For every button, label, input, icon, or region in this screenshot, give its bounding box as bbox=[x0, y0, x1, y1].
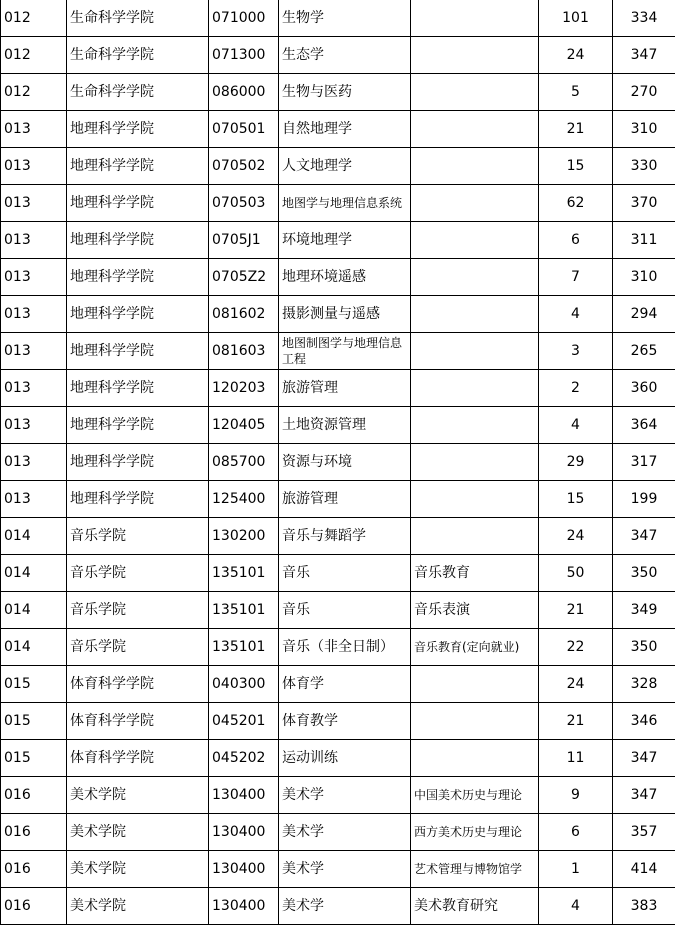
score-cell: 328 bbox=[613, 666, 675, 703]
count-cell: 24 bbox=[539, 518, 613, 555]
dept-code-cell: 015 bbox=[1, 740, 67, 777]
major-code-cell: 120405 bbox=[209, 407, 279, 444]
count-cell: 15 bbox=[539, 148, 613, 185]
score-cell: 270 bbox=[613, 74, 675, 111]
dept-code-cell: 016 bbox=[1, 814, 67, 851]
count-cell: 5 bbox=[539, 74, 613, 111]
score-cell: 347 bbox=[613, 37, 675, 74]
dept-name-cell: 体育科学学院 bbox=[67, 703, 209, 740]
dept-code-cell: 014 bbox=[1, 555, 67, 592]
dept-code-cell: 013 bbox=[1, 370, 67, 407]
direction-cell bbox=[411, 740, 539, 777]
direction-cell bbox=[411, 333, 539, 370]
major-name-cell: 美术学 bbox=[279, 851, 411, 888]
major-name-cell: 地图学与地理信息系统 bbox=[279, 185, 411, 222]
dept-code-cell: 013 bbox=[1, 481, 67, 518]
major-name-cell: 美术学 bbox=[279, 777, 411, 814]
dept-name-cell: 音乐学院 bbox=[67, 518, 209, 555]
dept-name-cell: 地理科学学院 bbox=[67, 481, 209, 518]
major-code-cell: 135101 bbox=[209, 629, 279, 666]
count-cell: 21 bbox=[539, 703, 613, 740]
direction-cell bbox=[411, 111, 539, 148]
major-code-cell: 130400 bbox=[209, 814, 279, 851]
count-cell: 1 bbox=[539, 851, 613, 888]
table-row bbox=[1, 370, 675, 407]
score-cell: 414 bbox=[613, 851, 675, 888]
direction-cell bbox=[411, 74, 539, 111]
score-cell: 311 bbox=[613, 222, 675, 259]
direction-cell bbox=[411, 185, 539, 222]
dept-code-cell: 014 bbox=[1, 592, 67, 629]
count-cell: 7 bbox=[539, 259, 613, 296]
count-cell: 3 bbox=[539, 333, 613, 370]
direction-cell: 艺术管理与博物馆学 bbox=[411, 851, 539, 888]
major-name-cell: 体育教学 bbox=[279, 703, 411, 740]
direction-cell bbox=[411, 444, 539, 481]
dept-code-cell: 016 bbox=[1, 777, 67, 814]
score-cell: 357 bbox=[613, 814, 675, 851]
major-code-cell: 120203 bbox=[209, 370, 279, 407]
table-row bbox=[1, 37, 675, 74]
score-cell: 330 bbox=[613, 148, 675, 185]
major-name-cell: 旅游管理 bbox=[279, 481, 411, 518]
dept-code-cell: 013 bbox=[1, 185, 67, 222]
dept-name-cell: 地理科学学院 bbox=[67, 111, 209, 148]
direction-cell: 中国美术历史与理论 bbox=[411, 777, 539, 814]
table-row bbox=[1, 0, 675, 37]
direction-cell: 音乐教育(定向就业) bbox=[411, 629, 539, 666]
major-code-cell: 130200 bbox=[209, 518, 279, 555]
score-cell: 310 bbox=[613, 259, 675, 296]
dept-name-cell: 地理科学学院 bbox=[67, 148, 209, 185]
table-row bbox=[1, 444, 675, 481]
score-cell: 310 bbox=[613, 111, 675, 148]
dept-code-cell: 013 bbox=[1, 259, 67, 296]
table-row bbox=[1, 407, 675, 444]
table-row bbox=[1, 666, 675, 703]
major-code-cell: 125400 bbox=[209, 481, 279, 518]
score-cell: 349 bbox=[613, 592, 675, 629]
major-code-cell: 0705Z2 bbox=[209, 259, 279, 296]
dept-name-cell: 地理科学学院 bbox=[67, 222, 209, 259]
count-cell: 4 bbox=[539, 888, 613, 925]
count-cell: 24 bbox=[539, 666, 613, 703]
dept-code-cell: 013 bbox=[1, 148, 67, 185]
score-cell: 347 bbox=[613, 777, 675, 814]
table-row bbox=[1, 518, 675, 555]
major-name-cell: 生物学 bbox=[279, 0, 411, 37]
major-name-cell: 美术学 bbox=[279, 888, 411, 925]
major-code-cell: 045202 bbox=[209, 740, 279, 777]
dept-name-cell: 音乐学院 bbox=[67, 555, 209, 592]
dept-name-cell: 地理科学学院 bbox=[67, 259, 209, 296]
count-cell: 11 bbox=[539, 740, 613, 777]
major-name-cell: 体育学 bbox=[279, 666, 411, 703]
dept-code-cell: 014 bbox=[1, 518, 67, 555]
score-cell: 360 bbox=[613, 370, 675, 407]
count-cell: 6 bbox=[539, 222, 613, 259]
count-cell: 21 bbox=[539, 111, 613, 148]
dept-name-cell: 地理科学学院 bbox=[67, 185, 209, 222]
dept-code-cell: 013 bbox=[1, 333, 67, 370]
table-row bbox=[1, 814, 675, 851]
major-code-cell: 130400 bbox=[209, 851, 279, 888]
table-row bbox=[1, 777, 675, 814]
table-row bbox=[1, 333, 675, 370]
score-cell: 265 bbox=[613, 333, 675, 370]
major-code-cell: 071300 bbox=[209, 37, 279, 74]
major-code-cell: 085700 bbox=[209, 444, 279, 481]
major-name-cell: 音乐与舞蹈学 bbox=[279, 518, 411, 555]
score-cell: 383 bbox=[613, 888, 675, 925]
table-row bbox=[1, 185, 675, 222]
major-name-cell: 音乐 bbox=[279, 555, 411, 592]
count-cell: 4 bbox=[539, 407, 613, 444]
count-cell: 21 bbox=[539, 592, 613, 629]
dept-name-cell: 美术学院 bbox=[67, 851, 209, 888]
table-row bbox=[1, 851, 675, 888]
table-row bbox=[1, 481, 675, 518]
count-cell: 4 bbox=[539, 296, 613, 333]
score-cell: 347 bbox=[613, 740, 675, 777]
score-cell: 370 bbox=[613, 185, 675, 222]
major-name-cell: 资源与环境 bbox=[279, 444, 411, 481]
score-cell: 350 bbox=[613, 555, 675, 592]
direction-cell bbox=[411, 148, 539, 185]
table-row bbox=[1, 703, 675, 740]
major-code-cell: 071000 bbox=[209, 0, 279, 37]
major-name-cell: 运动训练 bbox=[279, 740, 411, 777]
dept-name-cell: 地理科学学院 bbox=[67, 296, 209, 333]
major-code-cell: 086000 bbox=[209, 74, 279, 111]
major-name-cell: 自然地理学 bbox=[279, 111, 411, 148]
count-cell: 22 bbox=[539, 629, 613, 666]
dept-name-cell: 美术学院 bbox=[67, 777, 209, 814]
dept-code-cell: 013 bbox=[1, 111, 67, 148]
direction-cell bbox=[411, 481, 539, 518]
direction-cell bbox=[411, 703, 539, 740]
direction-cell bbox=[411, 259, 539, 296]
major-name-cell: 人文地理学 bbox=[279, 148, 411, 185]
dept-name-cell: 地理科学学院 bbox=[67, 333, 209, 370]
count-cell: 15 bbox=[539, 481, 613, 518]
dept-code-cell: 013 bbox=[1, 222, 67, 259]
direction-cell: 西方美术历史与理论 bbox=[411, 814, 539, 851]
major-name-cell: 旅游管理 bbox=[279, 370, 411, 407]
direction-cell bbox=[411, 370, 539, 407]
score-cell: 334 bbox=[613, 0, 675, 37]
major-name-cell: 美术学 bbox=[279, 814, 411, 851]
major-name-cell: 地理环境遥感 bbox=[279, 259, 411, 296]
score-cell: 294 bbox=[613, 296, 675, 333]
dept-name-cell: 生命科学学院 bbox=[67, 74, 209, 111]
count-cell: 62 bbox=[539, 185, 613, 222]
major-code-cell: 070502 bbox=[209, 148, 279, 185]
table-row bbox=[1, 222, 675, 259]
dept-code-cell: 012 bbox=[1, 37, 67, 74]
major-name-cell: 摄影测量与遥感 bbox=[279, 296, 411, 333]
dept-code-cell: 015 bbox=[1, 666, 67, 703]
score-cell: 350 bbox=[613, 629, 675, 666]
major-code-cell: 045201 bbox=[209, 703, 279, 740]
major-code-cell: 070501 bbox=[209, 111, 279, 148]
dept-code-cell: 016 bbox=[1, 888, 67, 925]
table-row bbox=[1, 259, 675, 296]
table-body bbox=[1, 0, 675, 925]
table-row bbox=[1, 74, 675, 111]
direction-cell bbox=[411, 0, 539, 37]
dept-code-cell: 013 bbox=[1, 444, 67, 481]
major-name-cell: 生态学 bbox=[279, 37, 411, 74]
table-row bbox=[1, 296, 675, 333]
major-name-cell: 土地资源管理 bbox=[279, 407, 411, 444]
major-code-cell: 040300 bbox=[209, 666, 279, 703]
dept-name-cell: 地理科学学院 bbox=[67, 444, 209, 481]
direction-cell: 音乐教育 bbox=[411, 555, 539, 592]
count-cell: 24 bbox=[539, 37, 613, 74]
table-row bbox=[1, 888, 675, 925]
dept-code-cell: 012 bbox=[1, 0, 67, 37]
dept-code-cell: 012 bbox=[1, 74, 67, 111]
dept-name-cell: 体育科学学院 bbox=[67, 740, 209, 777]
dept-code-cell: 015 bbox=[1, 703, 67, 740]
direction-cell: 音乐表演 bbox=[411, 592, 539, 629]
table-row bbox=[1, 148, 675, 185]
major-code-cell: 135101 bbox=[209, 555, 279, 592]
count-cell: 2 bbox=[539, 370, 613, 407]
major-code-cell: 081602 bbox=[209, 296, 279, 333]
score-cell: 346 bbox=[613, 703, 675, 740]
dept-name-cell: 美术学院 bbox=[67, 888, 209, 925]
direction-cell bbox=[411, 296, 539, 333]
dept-name-cell: 地理科学学院 bbox=[67, 407, 209, 444]
major-code-cell: 081603 bbox=[209, 333, 279, 370]
dept-name-cell: 音乐学院 bbox=[67, 629, 209, 666]
score-cell: 347 bbox=[613, 518, 675, 555]
count-cell: 50 bbox=[539, 555, 613, 592]
direction-cell bbox=[411, 518, 539, 555]
major-code-cell: 130400 bbox=[209, 888, 279, 925]
major-name-cell: 生物与医药 bbox=[279, 74, 411, 111]
direction-cell bbox=[411, 222, 539, 259]
direction-cell bbox=[411, 407, 539, 444]
dept-code-cell: 016 bbox=[1, 851, 67, 888]
count-cell: 29 bbox=[539, 444, 613, 481]
major-code-cell: 130400 bbox=[209, 777, 279, 814]
dept-name-cell: 生命科学学院 bbox=[67, 37, 209, 74]
score-cell: 199 bbox=[613, 481, 675, 518]
table-row bbox=[1, 111, 675, 148]
dept-name-cell: 体育科学学院 bbox=[67, 666, 209, 703]
score-cell: 364 bbox=[613, 407, 675, 444]
dept-name-cell: 地理科学学院 bbox=[67, 370, 209, 407]
count-cell: 101 bbox=[539, 0, 613, 37]
major-name-cell: 音乐（非全日制） bbox=[279, 629, 411, 666]
major-code-cell: 0705J1 bbox=[209, 222, 279, 259]
dept-name-cell: 生命科学学院 bbox=[67, 0, 209, 37]
dept-code-cell: 013 bbox=[1, 407, 67, 444]
dept-code-cell: 014 bbox=[1, 629, 67, 666]
major-name-cell: 环境地理学 bbox=[279, 222, 411, 259]
dept-name-cell: 美术学院 bbox=[67, 814, 209, 851]
dept-code-cell: 013 bbox=[1, 296, 67, 333]
direction-cell: 美术教育研究 bbox=[411, 888, 539, 925]
score-cell: 317 bbox=[613, 444, 675, 481]
dept-name-cell: 音乐学院 bbox=[67, 592, 209, 629]
major-code-cell: 070503 bbox=[209, 185, 279, 222]
major-name-cell: 音乐 bbox=[279, 592, 411, 629]
table-row bbox=[1, 740, 675, 777]
direction-cell bbox=[411, 37, 539, 74]
table-row bbox=[1, 592, 675, 629]
direction-cell bbox=[411, 666, 539, 703]
table-row bbox=[1, 629, 675, 666]
table-row bbox=[1, 555, 675, 592]
count-cell: 9 bbox=[539, 777, 613, 814]
major-name-cell: 地图制图学与地理信息工程 bbox=[279, 333, 411, 370]
major-code-cell: 135101 bbox=[209, 592, 279, 629]
count-cell: 6 bbox=[539, 814, 613, 851]
